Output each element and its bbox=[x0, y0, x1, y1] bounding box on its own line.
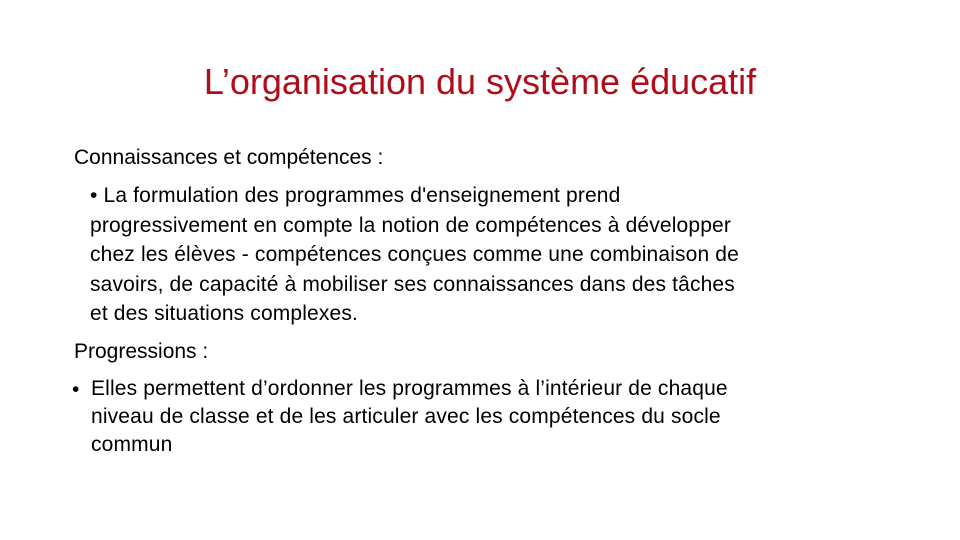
text-line: Elles permettent d’ordonner les programmes à l’intérieur de chaque bbox=[91, 377, 728, 400]
section-heading-competences: Connaissances et compétences : bbox=[74, 146, 384, 169]
text-line: progressivement en compte la notion de compétences à développer bbox=[90, 213, 731, 237]
slide-title: L’organisation du système éducatif bbox=[203, 61, 757, 102]
text-line: et des situations complexes. bbox=[90, 302, 359, 325]
competences-paragraph bbox=[90, 181, 890, 329]
text-line: savoirs, de capacité à mobiliser ses connaissances dans des tâches bbox=[90, 272, 735, 296]
text-line: niveau de classe et de les articuler avec les compétences du socle bbox=[91, 405, 721, 428]
progressions-paragraph bbox=[91, 375, 881, 459]
bullet-icon: • bbox=[72, 378, 80, 401]
text-line: • La formulation des programmes d'enseignement prend bbox=[90, 184, 621, 207]
text-line: chez les élèves - compétences conçues comme une combinaison de bbox=[90, 243, 739, 266]
section-heading-progressions: Progressions : bbox=[74, 340, 209, 363]
text-line: commun bbox=[91, 433, 173, 456]
